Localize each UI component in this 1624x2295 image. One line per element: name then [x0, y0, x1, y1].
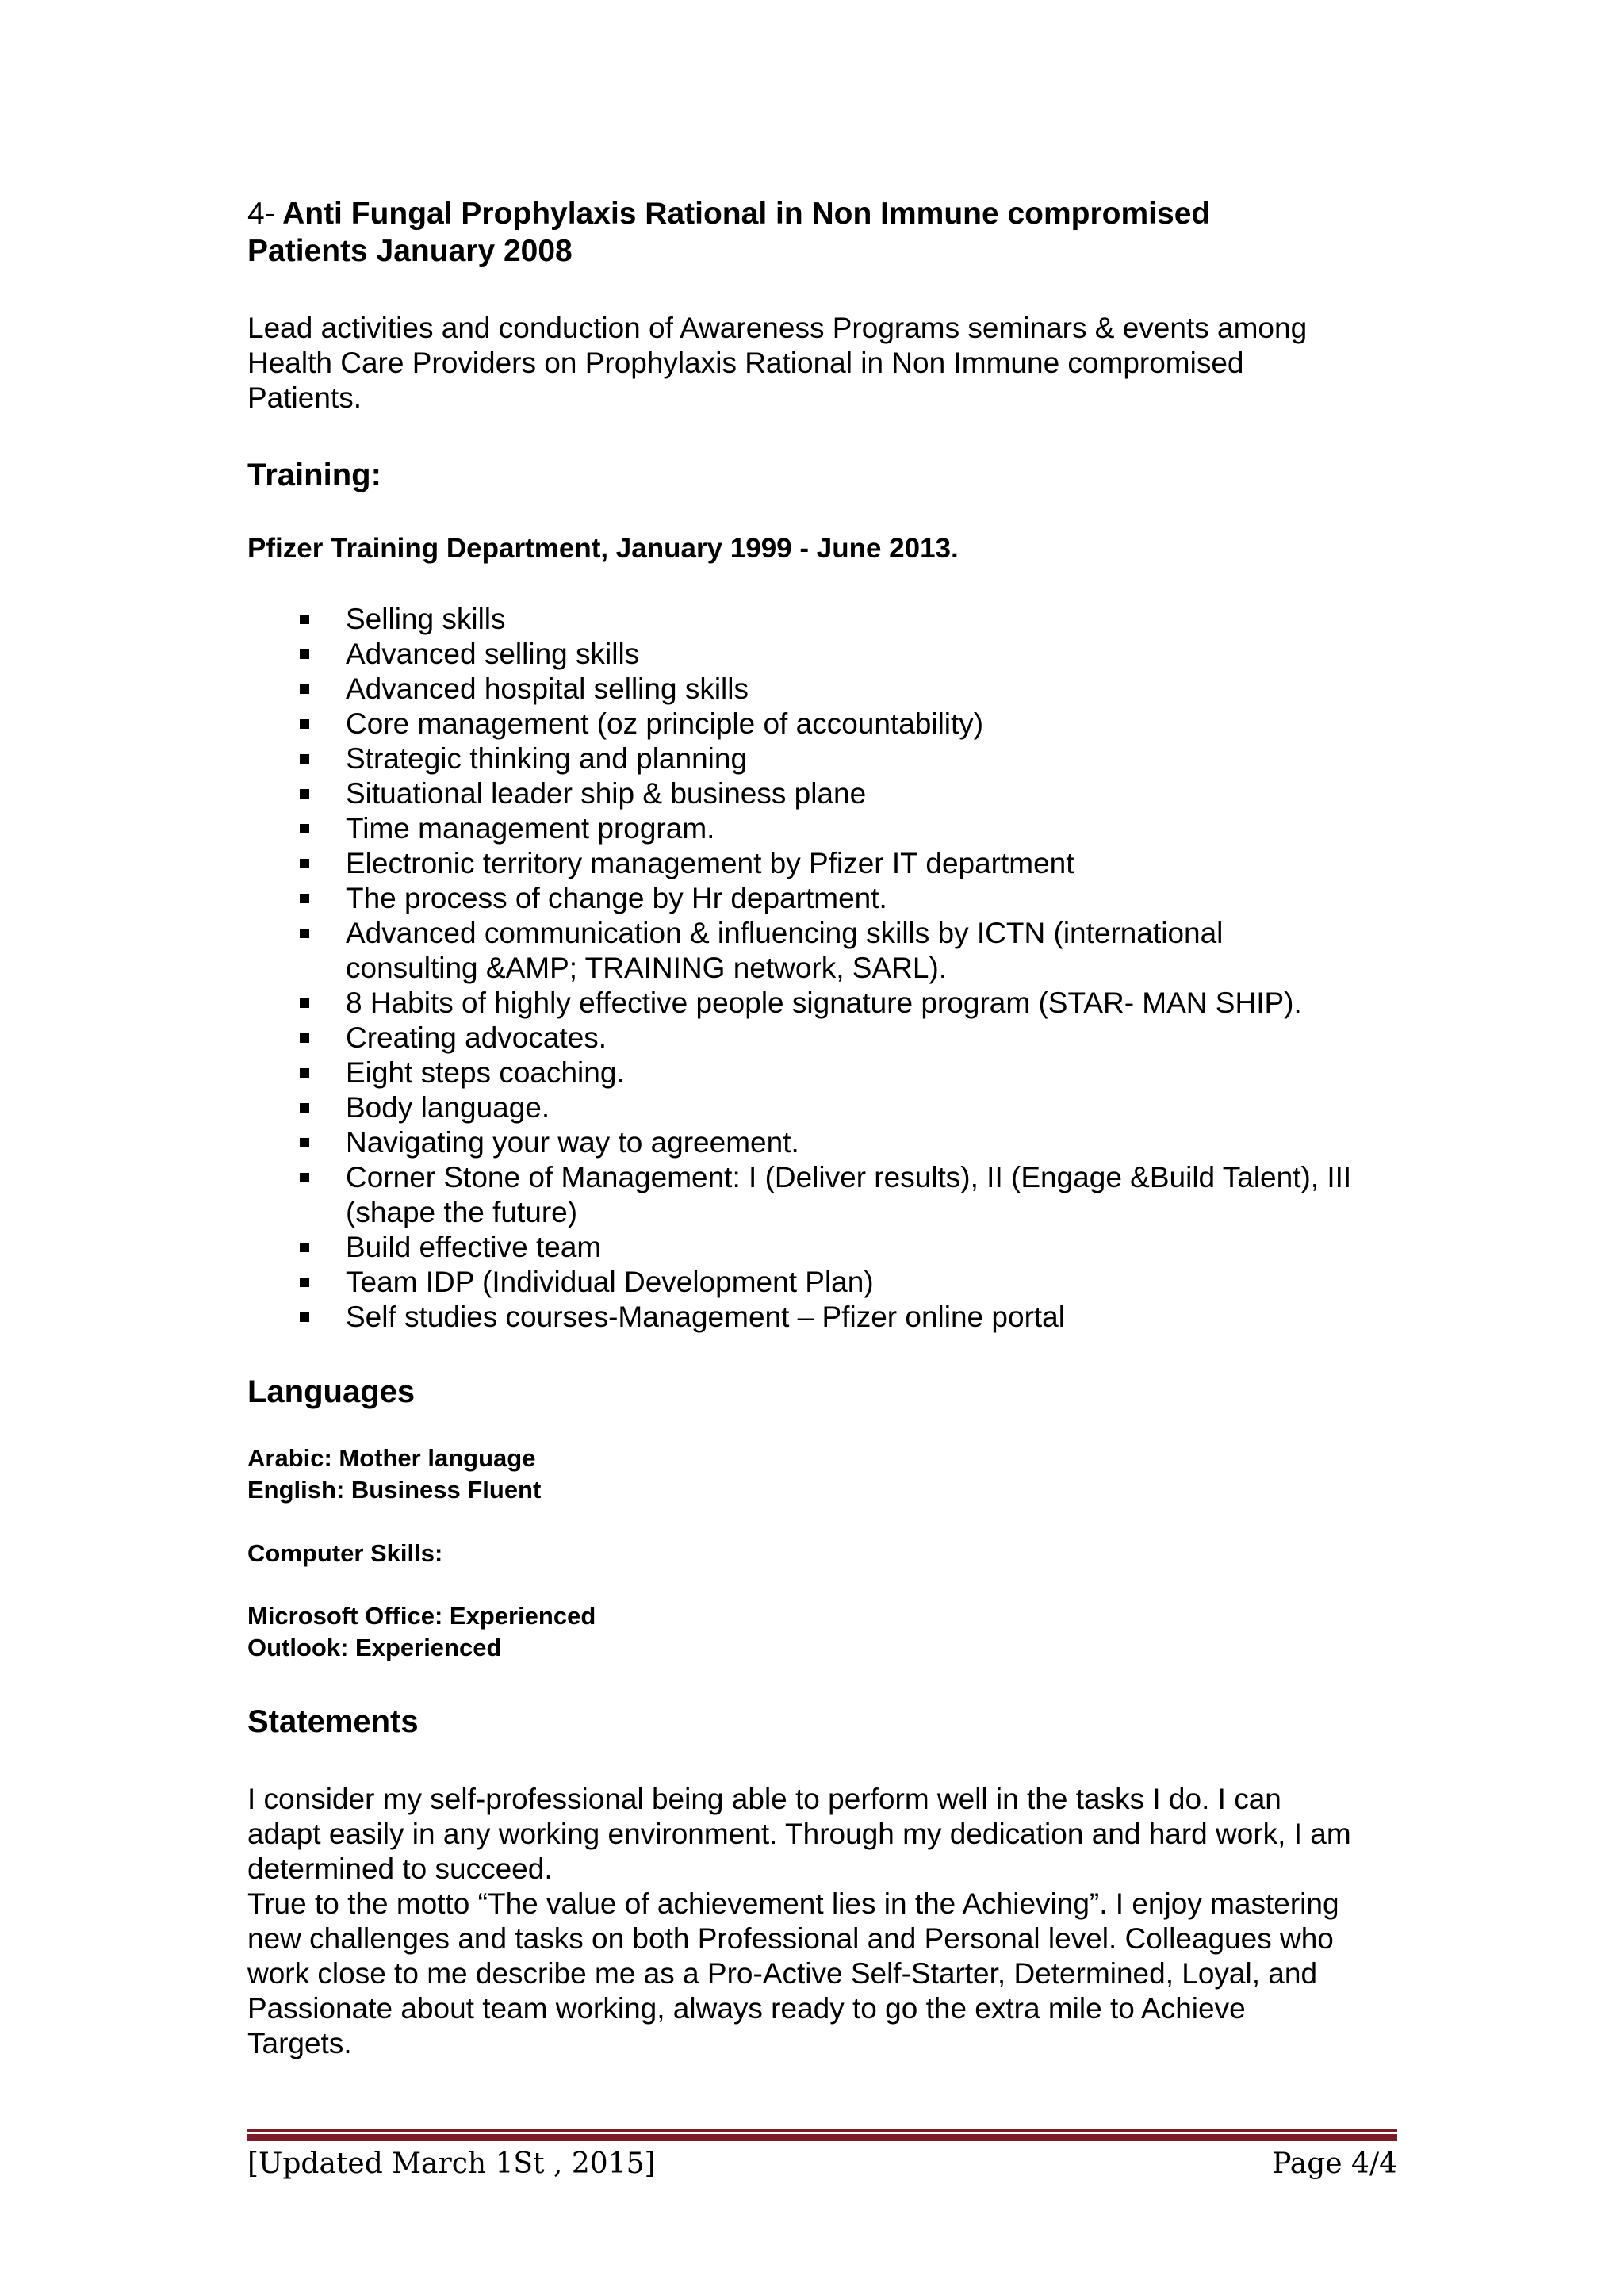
- statements-text: [247, 1782, 1397, 2061]
- training-item-text: Situational leader ship & business plane: [346, 777, 867, 810]
- square-bullet-icon: [300, 649, 309, 659]
- training-item: [247, 881, 1397, 916]
- training-item: [247, 672, 1397, 707]
- project-description: [247, 311, 1397, 416]
- training-item: [247, 846, 1397, 881]
- square-bullet-icon: [300, 719, 309, 729]
- statements-line: True to the motto “The value of achievement lies in the Achieving”. I enjoy mastering: [247, 1887, 1339, 1920]
- training-item: [247, 776, 1397, 811]
- training-item-text: consulting &AMP; TRAINING network, SARL).: [346, 952, 948, 984]
- training-item-text: Body language.: [346, 1091, 550, 1124]
- training-item-text: Core management (oz principle of accountability): [346, 707, 984, 740]
- footer-rule-thin: [247, 2129, 1397, 2132]
- square-bullet-icon: [300, 824, 309, 833]
- training-item: [247, 741, 1397, 776]
- training-item: [247, 1090, 1397, 1125]
- project-title-line1: Anti Fungal Prophylaxis Rational in Non Immune compromised: [282, 197, 1211, 231]
- square-bullet-icon: [300, 1312, 309, 1322]
- training-department: Pfizer Training Department, January 1999 - June 2013.: [247, 533, 959, 564]
- training-list: [247, 602, 1397, 1335]
- training-item: [247, 1230, 1397, 1265]
- statements-heading: Statements: [247, 1704, 419, 1739]
- project-title: [247, 195, 1397, 270]
- training-item: [247, 986, 1397, 1021]
- language-english: English: Business Fluent: [247, 1476, 542, 1504]
- statements-line: adapt easily in any working environment. Through my dedication and hard work, I am: [247, 1818, 1351, 1850]
- training-item-text: Selling skills: [346, 603, 506, 635]
- square-bullet-icon: [300, 894, 309, 903]
- training-item: [247, 811, 1397, 846]
- training-item: [247, 707, 1397, 741]
- training-item: [247, 1160, 1397, 1230]
- training-item-text: Build effective team: [346, 1231, 602, 1263]
- project-title-line2: Patients January 2008: [247, 234, 573, 268]
- statements-line: new challenges and tasks on both Professional and Personal level. Colleagues who: [247, 1922, 1334, 1955]
- language-arabic: Arabic: Mother language: [247, 1444, 536, 1472]
- training-item: [247, 1021, 1397, 1056]
- project-description-line: Patients.: [247, 381, 362, 414]
- training-item-text: 8 Habits of highly effective people signature program (STAR- MAN SHIP).: [346, 987, 1302, 1019]
- training-item-text: Time management program.: [346, 812, 715, 845]
- languages-heading: Languages: [247, 1374, 416, 1409]
- square-bullet-icon: [300, 1103, 309, 1113]
- statements-line: Passionate about team working, always ready to go the extra mile to Achieve: [247, 1992, 1246, 2025]
- page-content: [247, 195, 1397, 2061]
- square-bullet-icon: [300, 754, 309, 764]
- training-item-text: Electronic territory management by Pfizer IT department: [346, 847, 1074, 879]
- languages-block: [247, 1443, 1397, 1506]
- square-bullet-icon: [300, 859, 309, 868]
- computer-skills-heading: Computer Skills:: [247, 1539, 443, 1567]
- square-bullet-icon: [300, 789, 309, 799]
- training-item-text: (shape the future): [346, 1196, 578, 1228]
- training-item: [247, 602, 1397, 637]
- training-item-text: Team IDP (Individual Development Plan): [346, 1266, 874, 1298]
- statements-line: Targets.: [247, 2027, 352, 2059]
- square-bullet-icon: [300, 1278, 309, 1287]
- statements-line: determined to succeed.: [247, 1852, 553, 1885]
- square-bullet-icon: [300, 929, 309, 938]
- training-item-text: Self studies courses-Management – Pfizer online portal: [346, 1301, 1065, 1333]
- training-item-text: The process of change by Hr department.: [346, 882, 887, 914]
- training-heading: Training:: [247, 458, 381, 492]
- training-item-text: Creating advocates.: [346, 1021, 607, 1054]
- training-item-text: Advanced hospital selling skills: [346, 672, 749, 705]
- project-description-line: Lead activities and conduction of Awareness Programs seminars & events among: [247, 312, 1308, 344]
- training-item-text: Strategic thinking and planning: [346, 742, 748, 775]
- skill-outlook: Outlook: Experienced: [247, 1634, 502, 1661]
- training-item: [247, 1300, 1397, 1335]
- training-item-text: Navigating your way to agreement.: [346, 1126, 799, 1159]
- training-item-text: Advanced communication & influencing skills by ICTN (international: [346, 917, 1224, 949]
- computer-skills-block: [247, 1600, 1397, 1664]
- training-item-text: Eight steps coaching.: [346, 1056, 625, 1089]
- training-item: [247, 637, 1397, 672]
- statements-line: I consider my self-professional being able to perform well in the tasks I do. I can: [247, 1783, 1281, 1815]
- training-item-text: Corner Stone of Management: I (Deliver results), II (Engage &Build Talent), III: [346, 1161, 1352, 1193]
- square-bullet-icon: [300, 1068, 309, 1078]
- project-description-line: Health Care Providers on Prophylaxis Rational in Non Immune compromised: [247, 347, 1244, 379]
- training-item: [247, 1125, 1397, 1160]
- footer-rule-thick: [247, 2134, 1397, 2141]
- training-item: [247, 1056, 1397, 1090]
- training-item: [247, 916, 1397, 986]
- training-item-text: Advanced selling skills: [346, 638, 640, 670]
- square-bullet-icon: [300, 684, 309, 694]
- square-bullet-icon: [300, 1243, 309, 1252]
- footer-page-number: Page 4/4: [1272, 2147, 1397, 2180]
- square-bullet-icon: [300, 1033, 309, 1043]
- statements-line: work close to me describe me as a Pro-Active Self-Starter, Determined, Loyal, and: [247, 1957, 1318, 1990]
- square-bullet-icon: [300, 1173, 309, 1182]
- project-number: 4-: [247, 197, 275, 231]
- training-item: [247, 1265, 1397, 1300]
- footer-updated-date: [Updated March 1St , 2015]: [247, 2147, 656, 2180]
- square-bullet-icon: [300, 615, 309, 624]
- skill-microsoft-office: Microsoft Office: Experienced: [247, 1602, 596, 1630]
- square-bullet-icon: [300, 1138, 309, 1148]
- square-bullet-icon: [300, 998, 309, 1008]
